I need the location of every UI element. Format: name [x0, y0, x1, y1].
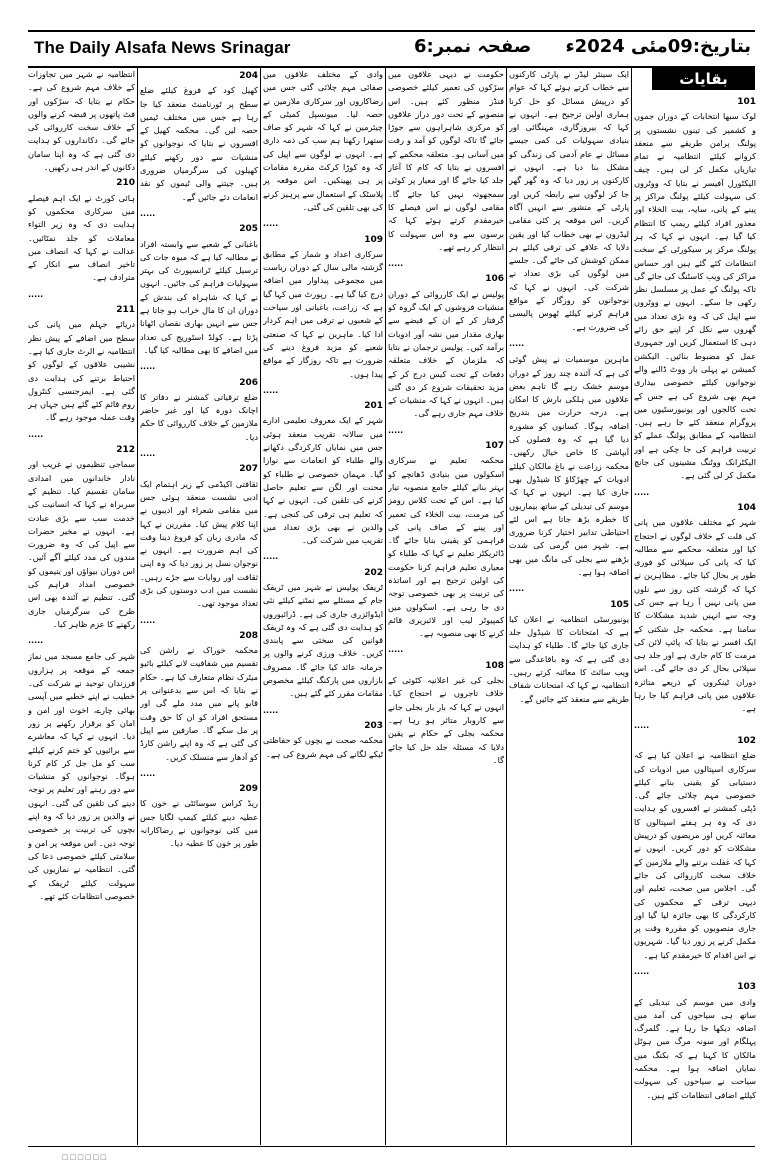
- article-paragraph: ضلع ترقیاتی کمشنر نے دفاتر کا اچانک دورہ کیا اور غیر حاضر ملازمین کے خلاف کارروائی کا حکم دیا۔: [140, 391, 258, 442]
- article-paragraph: شہر کے ایک معروف تعلیمی ادارے میں سالانہ تقریب منعقد ہوئی جس میں نمایاں کارکردگی دکھانے والے طلباء کو انعامات سے نوازا گیا۔ مہمان خصوصی نے طلباء کو محنت اور لگن سے تعلیم حاصل کرنے کی تلقین کی۔ انہوں نے کہا کہ تعلیم ہی ترقی کی کنجی ہے۔ والدین نے بھی بڑی تعداد میں تقریب میں شرکت کی۔: [263, 415, 383, 546]
- article-end-marker: .....: [28, 289, 44, 299]
- continuation-ref-number: 105: [610, 599, 629, 610]
- article-paragraph: سرکاری اعداد و شمار کے مطابق گزشتہ مالی سال کے دوران ریاست میں مجموعی پیداوار میں اضافہ درج کیا گیا ہے۔ رپورٹ میں کہا گیا ہے کہ زراعت، باغبانی اور سیاحت کے شعبوں نے ترقی میں اہم کردار ادا کیا۔ ماہرین نے کہا کہ صنعتی شعبے کو مزید فروغ دینے کی ضرورت ہے تاکہ روزگار کے مواقع پیدا ہوں۔: [263, 248, 383, 379]
- continuation-ref-number: 102: [737, 735, 756, 746]
- article-end-marker: .....: [140, 362, 156, 372]
- continuation-ref-number: 103: [737, 982, 756, 993]
- article-paragraph: باغبانی کے شعبے سے وابستہ افراد نے مطالبہ کیا ہے کہ میوہ جات کی ترسیل کیلئے ٹرانسپورٹ کی بہتر سہولیات فراہم کی جائیں۔ انہوں نے کہا کہ شاہراہ کی بندش کے دوران ان کا مال خراب ہو جاتا ہے جس سے انہیں بھاری نقصان اٹھانا پڑتا ہے۔ کولڈ اسٹوریج کی تعداد میں اضافے کا بھی مطالبہ کیا گیا۔: [140, 238, 258, 355]
- continuation-ref-number: 204: [239, 71, 258, 81]
- continuation-ref-number: 210: [116, 178, 135, 189]
- article-paragraph: ریڈ کراس سوسائٹی نے خون کا عطیہ دینے کیلئے کیمپ لگایا جس میں کئی نوجوانوں نے رضاکارانہ طور پر خون کا عطیہ دیا۔: [140, 798, 258, 849]
- article-paragraph: دریائے جہلم میں پانی کی سطح میں اضافے کے پیش نظر انتظامیہ نے الرٹ جاری کیا ہے۔ نشیبی علاقوں کے لوگوں کو احتیاط برتنے کی ہدایت دی گئی ہے۔ ایمرجنسی کنٹرول روم قائم کئے گئے ہیں جہاں ہر وقت عملہ موجود رہے گا۔: [28, 319, 135, 423]
- continuation-ref-number: 101: [737, 97, 756, 107]
- continuation-ref-number: 207: [239, 464, 258, 475]
- text-column-6: [28, 68, 135, 1145]
- article-paragraph: حکومت نے دیہی علاقوں میں سڑکوں کی تعمیر کیلئے خصوصی فنڈز منظور کئے ہیں۔ اس منصوبے کے تحت دور دراز علاقوں کو مرکزی شاہراہوں سے جوڑا جائے گا تاکہ لوگوں کو آمد و رفت میں آسانی ہو۔ متعلقہ محکمے کے افسروں نے بتایا کہ کام کا آغاز جلد کیا جائے گا اور معیار پر کوئی سمجھوتہ نہیں کیا جائے گا۔ مقامی لوگوں نے اس فیصلے کا خیرمقدم کرتے ہوئے کہا کہ برسوں سے وہ اس سہولت کا انتظار کر رہے تھے۔: [388, 69, 504, 252]
- article-end-marker: .....: [388, 259, 404, 269]
- article-end-marker: .....: [634, 967, 650, 976]
- text-column-1: [634, 94, 756, 1145]
- text-column-4: [263, 68, 383, 1145]
- article-paragraph: شہر کی جامع مسجد میں نماز جمعہ کے موقعہ پر ہزاروں فرزندان توحید نے شرکت کی۔ خطیب نے اپنے خطبے میں آپسی بھائی چارے، اخوت اور امن و امان کو برقرار رکھنے پر زور دیا۔ انہوں نے کہا کہ معاشرے سے برائیوں کو ختم کرنے کیلئے سب کو مل جل کر کام کرنا ہوگا۔ نوجوانوں کو منشیات سے دور رہنے اور تعلیم پر توجہ دینے کی تلقین کی گئی۔ انہوں نے والدین پر زور دیا کہ وہ اپنے بچوں کی تربیت پر خصوصی توجہ دیں۔ اس موقعہ پر امن و سلامتی کیلئے خصوصی دعا کی گئی۔ انتظامیہ نے نمازیوں کی سہولت کیلئے ٹریفک کے خصوصی انتظامات کئے تھے۔: [28, 651, 135, 901]
- continuation-ref-number: 201: [364, 401, 383, 412]
- article-paragraph: ضلع انتظامیہ نے اعلان کیا ہے کہ سرکاری اسپتالوں میں ادویات کی دستیابی کو یقینی بنانے کیلئے خصوصی مہم چلائی جائے گی۔ ڈپٹی کمشنر نے افسروں کو ہدایت دی کہ وہ ہر ہفتے اسپتالوں کا معائنہ کریں اور مریضوں کو درپیش مشکلات کو دور کریں۔ انہوں نے کہا کہ غفلت برتنے والے ملازمین کے خلاف سخت کارروائی کی جائے گی۔ اجلاس میں صحت، تعلیم اور دیہی ترقی کے محکموں کی کارکردگی کا بھی جائزہ لیا گیا اور جاری منصوبوں کو مقررہ وقت پر مکمل کرنے پر زور دیا گیا۔ شہریوں نے اس اقدام کا خیرمقدم کیا ہے۔: [634, 750, 756, 960]
- article-paragraph: ٹریفک پولیس نے شہر میں ٹریفک جام کے مسئلے سے نمٹنے کیلئے نئی ایڈوائزری جاری کی ہے۔ ڈرائیوروں کو ہدایت دی گئی ہے کہ وہ ٹریفک قوانین کی سختی سے پابندی کریں۔ خلاف ورزی کرنے والوں پر جرمانہ عائد کیا جائے گا۔ مصروف بازاروں میں پارکنگ کیلئے مخصوص مقامات مقرر کئے گئے ہیں۔: [263, 581, 383, 699]
- continuation-ref-number: 109: [364, 234, 383, 245]
- column-divider: [385, 68, 386, 1145]
- article-paragraph: محکمہ تعلیم نے سرکاری اسکولوں میں بنیادی ڈھانچے کو بہتر بنانے کیلئے جامع منصوبہ تیار کیا ہے۔ اس کے تحت کلاس رومز کی مرمت، بیت الخلاء کی تعمیر اور پینے کے صاف پانی کی فراہمی کو یقینی بنایا جائے گا۔ ڈائریکٹر تعلیم نے کہا کہ طلباء کو معیاری تعلیم فراہم کرنا حکومت کی اولین ترجیح ہے اور اساتذہ کی تربیت پر بھی خصوصی توجہ دی جا رہی ہے۔ اسکولوں میں کمپیوٹر لیب اور لائبریری قائم کرنے کا بھی منصوبہ ہے۔: [388, 455, 504, 639]
- article-end-marker: .....: [140, 208, 156, 218]
- article-end-marker: .....: [509, 338, 525, 348]
- continuation-ref-number: 107: [485, 441, 504, 452]
- column-divider: [506, 68, 507, 1145]
- article-paragraph: ایک سینئر لیڈر نے پارٹی کارکنوں سے خطاب کرتے ہوئے کہا کہ عوام کو درپیش مسائل کو حل کرنا ہماری اولین ترجیح ہے۔ انہوں نے کہا کہ بیروزگاری، مہنگائی اور بنیادی سہولیات کی کمی جیسے مسائل نے عام آدمی کی زندگی کو مشکل بنا دیا ہے۔ انہوں نے کارکنوں پر زور دیا کہ وہ گھر گھر جا کر لوگوں سے رابطہ کریں اور پارٹی کے منشور سے انہیں آگاہ کریں۔ اس موقعہ پر کئی مقامی لیڈروں نے بھی خطاب کیا اور یقین دلایا کہ علاقے کی ترقی کیلئے ہر ممکن کوشش کی جائے گی۔ جلسے میں لوگوں کی بڑی تعداد نے شرکت کی۔ انہوں نے کہا کہ نوجوانوں کو روزگار کے مواقع فراہم کرنے کیلئے ٹھوس پالیسی کی ضرورت ہے۔: [509, 69, 629, 332]
- column-divider: [631, 68, 632, 1145]
- article-paragraph: بجلی کی غیر اعلانیہ کٹوتی کے خلاف تاجروں نے احتجاج کیا۔ انہوں نے کہا کہ بار بار بجلی جانے سے کاروبار متاثر ہو رہا ہے۔ محکمہ بجلی کے حکام نے یقین دلایا کہ مسئلہ جلد حل کیا جائے گا۔: [388, 675, 504, 765]
- article-paragraph: شہر کے مختلف علاقوں میں پانی کی قلت کے خلاف لوگوں نے احتجاج کیا اور متعلقہ محکمے سے مطالبہ کیا کہ پانی کی سپلائی کو فوری طور پر بحال کیا جائے۔ مظاہرین نے کہا کہ گزشتہ کئی روز سے نلوں میں پانی نہیں آ رہا ہے جس کی وجہ سے انہیں شدید مشکلات کا سامنا ہے۔ محکمہ جل شکتی کے ایک افسر نے بتایا کہ پائپ لائن کی مرمت کا کام جاری ہے اور جلد ہی سپلائی بحال کر دی جائے گی۔ اس دوران ٹینکروں کے ذریعے متاثرہ علاقوں میں پانی فراہم کیا جا رہا ہے۔: [634, 517, 756, 714]
- continuation-ref-number: 209: [239, 784, 258, 795]
- article-end-marker: .....: [263, 385, 279, 395]
- article-end-marker: .....: [263, 219, 279, 229]
- continuation-ref-number: 202: [364, 567, 383, 578]
- text-column-2: [509, 68, 629, 1145]
- section-title: بقایات: [652, 68, 755, 90]
- article-end-marker: .....: [28, 636, 44, 646]
- continuation-ref-number: 108: [485, 660, 504, 671]
- text-column-5: [140, 68, 258, 1145]
- continuation-ref-number: 203: [364, 720, 383, 731]
- article-end-marker: .....: [388, 425, 404, 435]
- article-paragraph: ہائی کورٹ نے ایک اہم فیصلے میں سرکاری محکموں کو ہدایت دی کہ وہ زیر التواء معاملات کو جلد نمٹائیں۔ عدالت نے کہا کہ انصاف میں تاخیر انصاف سے انکار کے مترادف ہے۔: [28, 192, 135, 283]
- continuation-ref-number: 205: [239, 224, 258, 235]
- article-end-marker: .....: [140, 768, 156, 778]
- footer-mark: □□□□□□: [62, 1153, 108, 1161]
- article-end-marker: .....: [388, 645, 404, 655]
- text-column-3: [388, 68, 504, 1145]
- column-divider: [137, 68, 138, 1145]
- continuation-ref-number: 104: [737, 502, 756, 513]
- continuation-ref-number: 211: [116, 305, 135, 316]
- article-paragraph: پولیس نے ایک کارروائی کے دوران منشیات فروشوں کے ایک گروہ کو گرفتار کر کے ان کے قبضے سے بھاری مقدار میں نشہ آور ادویات برآمد کیں۔ پولیس ترجمان نے بتایا کہ ملزمان کے خلاف متعلقہ دفعات کے تحت کیس درج کر کے مزید تحقیقات شروع کر دی گئی ہیں۔ انہوں نے کہا کہ منشیات کے خلاف مہم جاری رہے گی۔: [388, 288, 504, 419]
- article-end-marker: .....: [263, 705, 279, 715]
- issue-date: بتاریخ:09مئی 2024ء: [565, 36, 751, 57]
- article-end-marker: .....: [263, 552, 279, 562]
- column-divider: [260, 68, 261, 1145]
- article-end-marker: .....: [509, 584, 525, 594]
- article-end-marker: .....: [634, 487, 650, 497]
- article-paragraph: ثقافتی اکیڈمی کے زیر اہتمام ایک ادبی نشست منعقد ہوئی جس میں مقامی شعراء اور ادیبوں نے اپنا کلام پیش کیا۔ مقررین نے کہا کہ مادری زبان کو فروغ دینا وقت کی اہم ضرورت ہے۔ انہوں نے نوجوان نسل پر زور دیا کہ وہ اپنی ثقافت اور روایات سے جڑے رہیں۔ نشست میں ادب دوستوں کی بڑی تعداد موجود تھی۔: [140, 478, 258, 609]
- article-end-marker: .....: [140, 449, 156, 459]
- masthead: [28, 30, 755, 68]
- page-number: صفحہ نمبر:6: [414, 36, 532, 57]
- footer-rule: [28, 1146, 755, 1147]
- article-paragraph: انتظامیہ نے شہر میں تجاوزات کے خلاف مہم شروع کی ہے۔ حکام نے بتایا کہ سڑکوں اور فٹ پاتھوں پر قبضہ کرنے والوں کے خلاف سخت کارروائی کی جائے گی۔ دکانداروں کو ہدایت دی گئی ہے کہ وہ اپنا سامان دکانوں کے اندر ہی رکھیں۔: [28, 69, 135, 173]
- continuation-ref-number: 106: [485, 274, 504, 285]
- article-end-marker: .....: [140, 615, 156, 625]
- continuation-ref-number: 206: [239, 377, 258, 388]
- article-end-marker: .....: [634, 720, 650, 730]
- article-paragraph: سماجی تنظیموں نے غریب اور نادار خاندانوں میں امدادی سامان تقسیم کیا۔ تنظیم کے سربراہ نے کہا کہ انسانیت کی خدمت سب سے بڑی عبادت ہے۔ انہوں نے مخیر حضرات سے اپیل کی کہ وہ ضرورت مندوں کی مدد کیلئے آگے آئیں۔ اس دوران بیواؤں اور یتیموں کو خصوصی امداد فراہم کی گئی۔ تنظیم نے آئندہ بھی اس طرح کی سرگرمیاں جاری رکھنے کا عزم ظاہر کیا۔: [28, 459, 135, 629]
- article-paragraph: ماہرین موسمیات نے پیش گوئی کی ہے کہ آئندہ چند روز کے دوران موسم خشک رہے گا تاہم بعض علاقوں میں ہلکی بارش کا امکان ہے۔ درجہ حرارت میں بتدریج اضافہ ہوگا۔ کسانوں کو مشورہ دیا گیا ہے کہ وہ فصلوں کی آبپاشی کا خاص خیال رکھیں۔ محکمہ زراعت نے باغ مالکان کیلئے ادویات کے چھڑکاؤ کا شیڈول بھی جاری کیا ہے۔ انہوں نے کہا کہ موسم کی تبدیلی کے ساتھ بیماریوں کا خطرہ بڑھ جاتا ہے اس لئے احتیاطی تدابیر اختیار کرنا ضروری ہے۔ شہر میں گرمی کی شدت بڑھنے سے بجلی کی مانگ میں بھی اضافہ ہوا ہے۔: [509, 354, 629, 577]
- continuation-ref-number: 212: [116, 445, 135, 456]
- article-paragraph: وادی کے مختلف علاقوں میں صفائی مہم چلائی گئی جس میں رضاکاروں اور سرکاری ملازمین نے حصہ لیا۔ میونسپل کمیٹی کے چیئرمین نے کہا کہ شہر کو صاف ستھرا رکھنا ہم سب کی ذمہ داری ہے۔ انہوں نے لوگوں سے اپیل کی کہ وہ کوڑا کرکٹ مقررہ مقامات پر ہی پھینکیں۔ اس موقعہ پر پلاسٹک کے استعمال سے پرہیز کرنے کی بھی تلقین کی گئی۔: [263, 69, 383, 212]
- newspaper-name: The Daily Alsafa News Srinagar: [34, 38, 291, 57]
- article-paragraph: کھیل کود کے فروغ کیلئے ضلع سطح پر ٹورنامنٹ منعقد کیا جا رہا ہے جس میں مختلف ٹیمیں حصہ لیں گی۔ محکمہ کھیل کے افسروں نے بتایا کہ نوجوانوں کو منشیات سے دور رکھنے کیلئے کھیلوں کی سرگرمیاں ضروری ہیں۔ جیتنے والی ٹیموں کو نقد انعامات دئے جائیں گے۔: [140, 85, 258, 202]
- article-paragraph: محکمہ خوراک نے راشن کی تقسیم میں شفافیت لانے کیلئے بائیو میٹرک نظام متعارف کیا ہے۔ حکام نے بتایا کہ اس سے بدعنوانی پر قابو پانے میں مدد ملے گی اور مستحق افراد کو ان کا حق وقت پر مل سکے گا۔ صارفین سے اپیل کی گئی ہے کہ وہ اپنے راشن کارڈ کو آدھار سے منسلک کریں۔: [140, 645, 258, 762]
- continuation-ref-number: 208: [239, 630, 258, 641]
- article-end-marker: .....: [28, 429, 44, 439]
- article-paragraph: لوک سبھا انتخابات کے دوران جموں و کشمیر کی تینوں نشستوں پر پولنگ پرامن طریقے سے منعقد کروانے کیلئے انتظامیہ نے تمام تیاریاں مکمل کر لی ہیں۔ چیف الیکٹورل آفیسر نے بتایا کہ ووٹروں کی سہولت کیلئے پولنگ مراکز پر پینے کے پانی، سایہ، بیت الخلاء اور معذور افراد کیلئے ریمپ کا انتظام کیا گیا ہے۔ انہوں نے کہا کہ ہر پولنگ مرکز پر سیکورٹی کے سخت انتظامات کئے گئے ہیں اور حساس مراکز کی ویب کاسٹنگ کی جائے گی تاکہ پولنگ کے عمل پر مسلسل نظر رکھی جا سکے۔ انہوں نے ووٹروں سے اپیل کی کہ وہ بڑی تعداد میں گھروں سے نکل کر اپنے حق رائے دہی کا استعمال کریں اور جمہوری عمل کو مضبوط بنائیں۔ الیکشن کمیشن نے پہلی بار ووٹ ڈالنے والے نوجوانوں کیلئے خصوصی بیداری مہم بھی شروع کی ہے جس کے تحت کالجوں اور یونیورسٹیوں میں پروگرام منعقد کئے جا رہے ہیں۔ انتظامیہ کے مطابق پولنگ عملے کو تربیت فراہم کی جا چکی ہے اور الیکٹرانک ووٹنگ مشینوں کی جانچ مکمل کر لی گئی ہے۔: [634, 111, 756, 481]
- article-paragraph: وادی میں موسم کی تبدیلی کے ساتھ ہی سیاحوں کی آمد میں اضافہ دیکھا جا رہا ہے۔ گلمرگ، پہلگام اور سونہ مرگ میں ہوٹل مالکان کا کہنا ہے کہ بکنگ میں نمایاں اضافہ ہوا ہے۔ محکمہ سیاحت نے سیاحوں کی سہولت کیلئے اضافی انتظامات کئے ہیں۔: [634, 996, 756, 1100]
- article-paragraph: یونیورسٹی انتظامیہ نے اعلان کیا ہے کہ امتحانات کا شیڈول جلد جاری کیا جائے گا۔ طلباء کو ہدایت دی گئی ہے کہ وہ باقاعدگی سے ویب سائٹ کا معائنہ کرتے رہیں۔ انتظامیہ نے کہا کہ امتحانات شفاف طریقے سے منعقد کئے جائیں گے۔: [509, 613, 629, 704]
- article-paragraph: محکمہ صحت نے بچوں کو حفاظتی ٹیکے لگانے کی مہم شروع کی ہے۔: [263, 735, 383, 759]
